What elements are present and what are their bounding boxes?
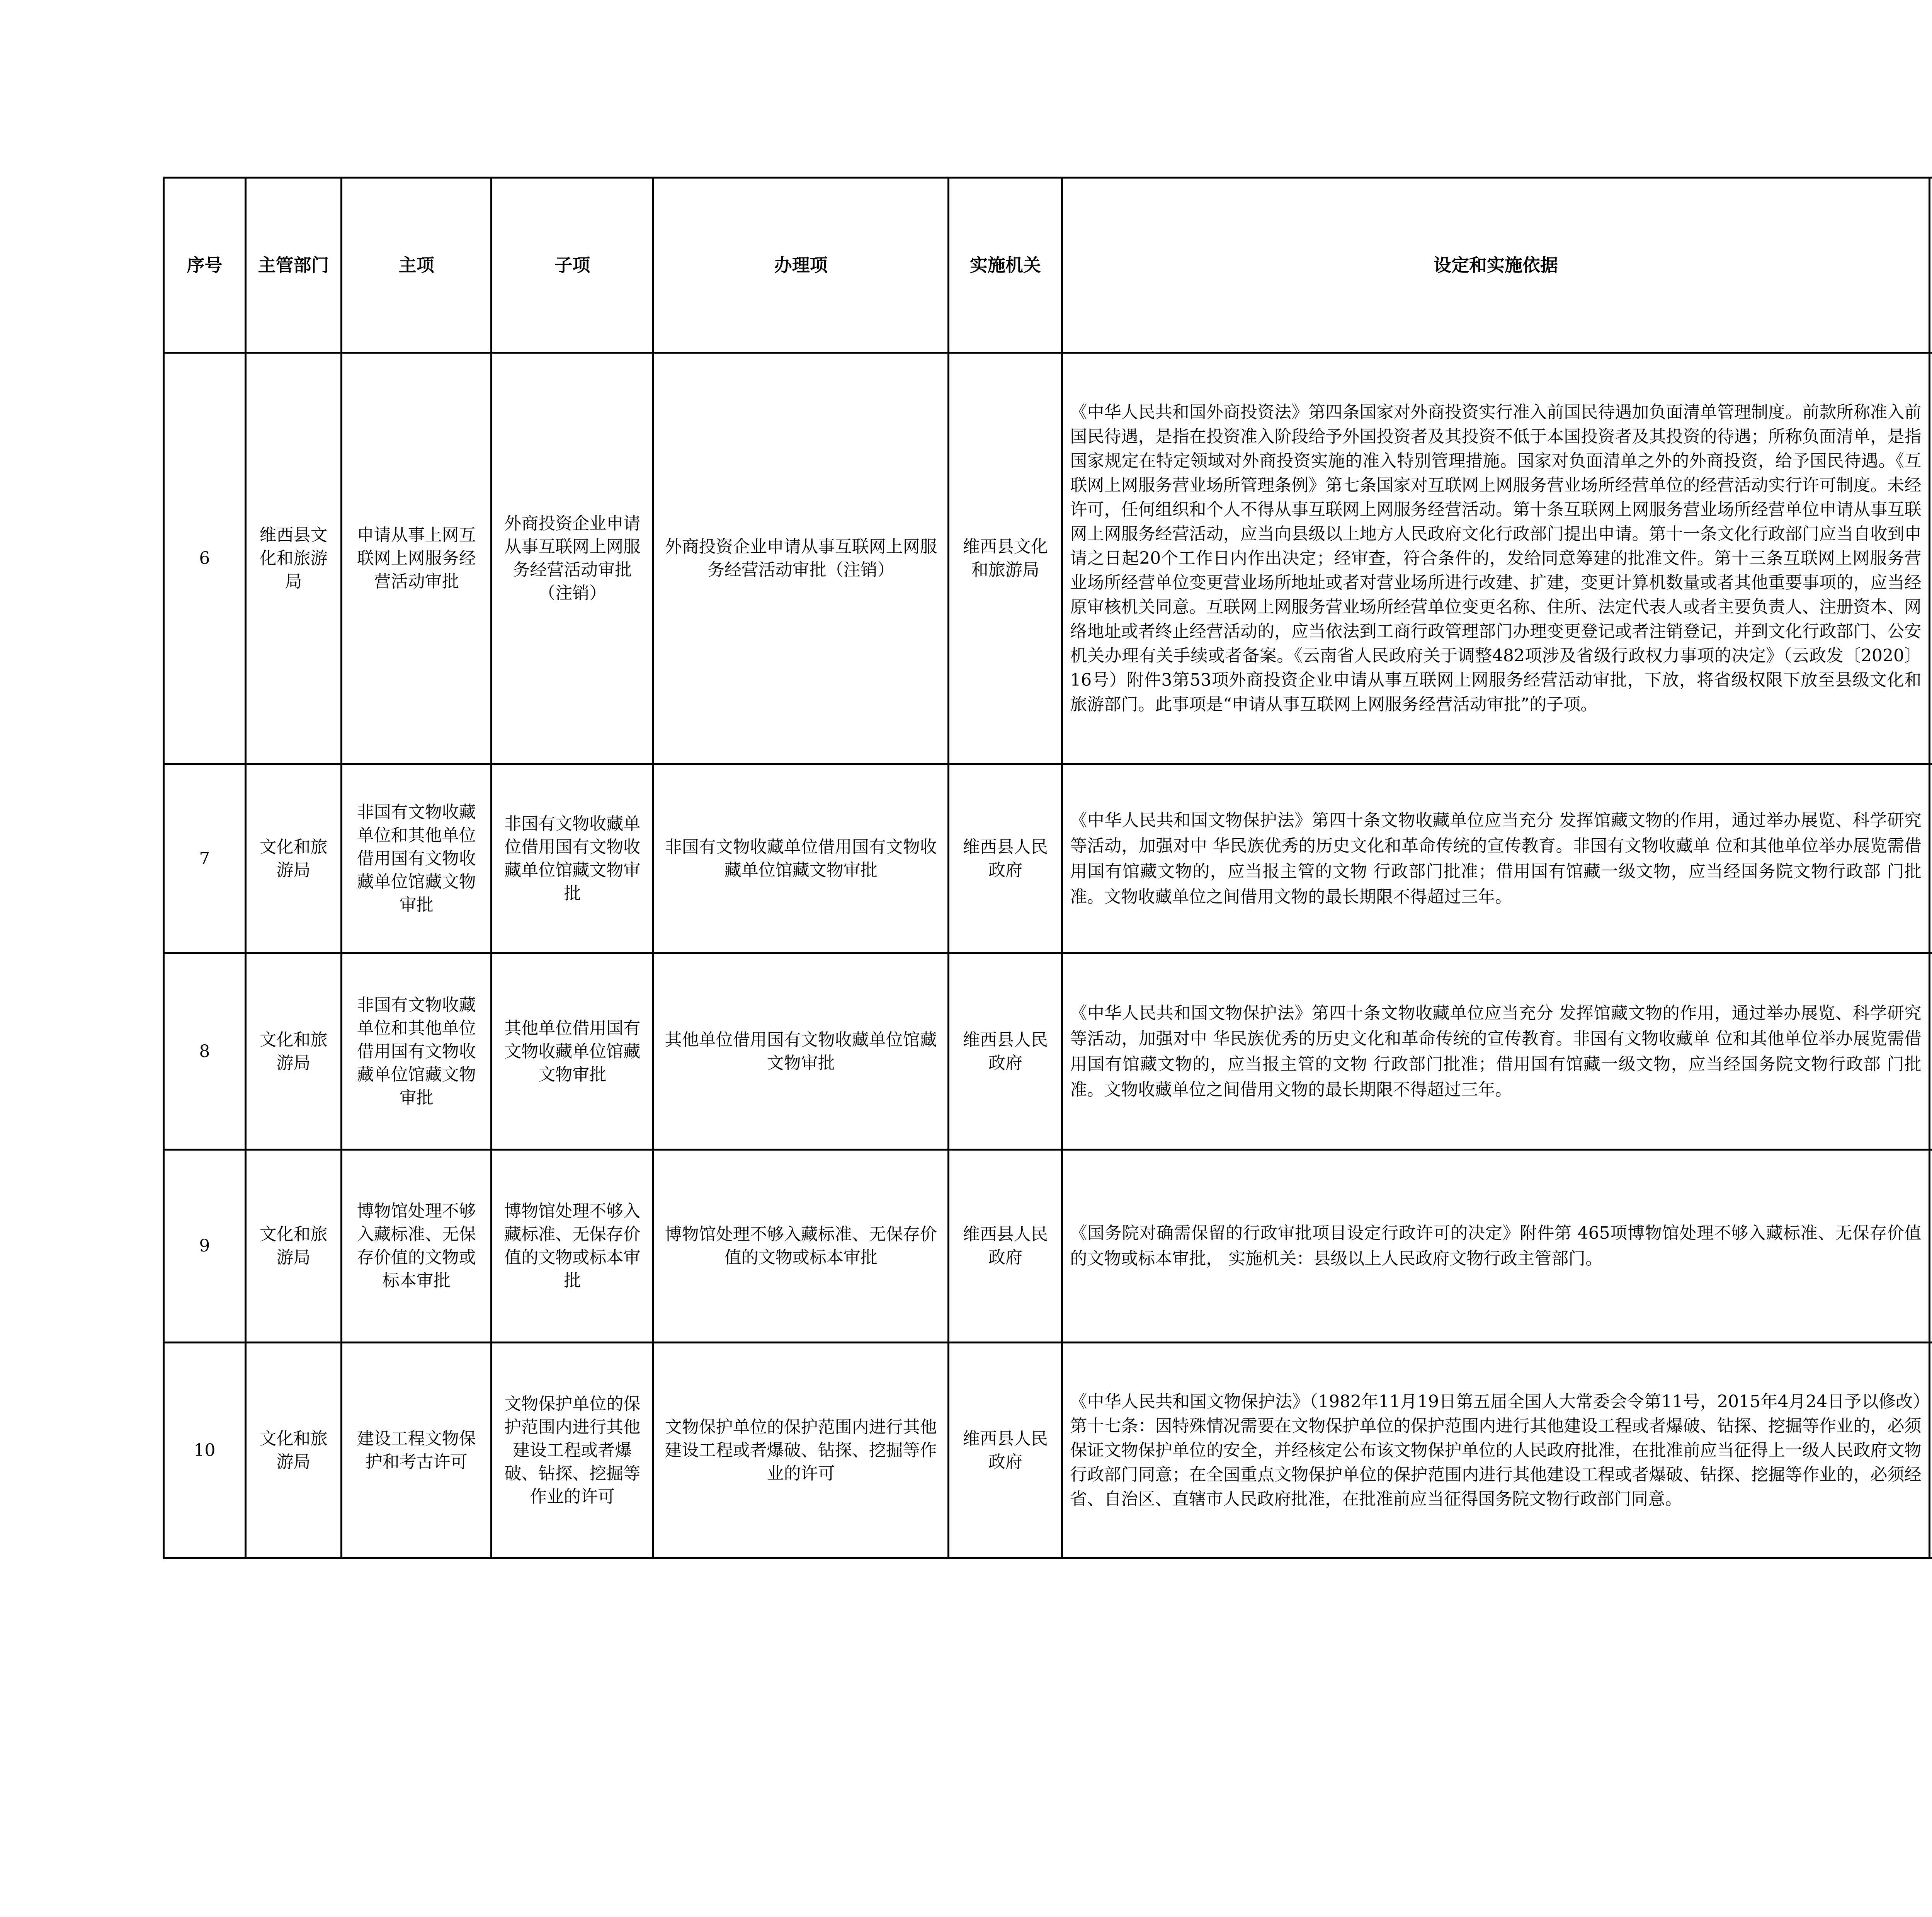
table-row	[164, 1343, 1932, 1558]
cell-sub: 博物馆处理不够入藏标准、无保存价值的文物或标本审批	[492, 1150, 653, 1343]
table-row	[164, 1150, 1932, 1343]
header-involve	[1929, 178, 1932, 353]
cell-dept: 文化和旅游局	[245, 1150, 341, 1343]
cell-involve	[1929, 1343, 1932, 1558]
header-agency: 实施机关	[949, 178, 1062, 353]
table-row	[164, 953, 1932, 1150]
cell-main: 申请从事上网互联网上网服务经营活动审批	[342, 353, 492, 764]
cell-handle: 其他单位借用国有文物收藏单位馆藏文物审批	[653, 953, 949, 1150]
cell-basis: 《国务院对确需保留的行政审批项目设定行政许可的决定》附件第 465项博物馆处理不够入藏标准、无保存价值的文物或标本审批， 实施机关：县级以上人民政府文物行政主管部门。	[1062, 1150, 1929, 1343]
cell-seq: 10	[164, 1343, 246, 1558]
cell-agency: 维西县人民政府	[949, 953, 1062, 1150]
header-row	[164, 178, 1932, 353]
cell-dept: 文化和旅游局	[245, 764, 341, 953]
cell-involve	[1929, 353, 1932, 764]
cell-sub: 文物保护单位的保护范围内进行其他建设工程或者爆破、钻探、挖掘等作业的许可	[492, 1343, 653, 1558]
table-row	[164, 353, 1932, 764]
cell-main: 博物馆处理不够入藏标准、无保存价值的文物或标本审批	[342, 1150, 492, 1343]
cell-handle: 文物保护单位的保护范围内进行其他建设工程或者爆破、钻探、挖掘等作业的许可	[653, 1343, 949, 1558]
cell-seq: 8	[164, 953, 246, 1150]
cell-seq: 9	[164, 1150, 246, 1343]
approval-items-table	[163, 177, 1932, 1559]
cell-basis: 《中华人民共和国外商投资法》第四条国家对外商投资实行准入前国民待遇加负面清单管理制度。前款所称准入前国民待遇，是指在投资准入阶段给予外国投资者及其投资不低于本国投资者及其投资的待遇；所称负面清单，是指国家规定在特定领域对外商投资实施的准入特别管理措施。国家对负面清单之外的外商投资，给予国民待遇。《互联网上网服务营业场所管理条例》第七条国家对互联网上网服务营业场所经营单位的经营活动实行许可制度。未经许可，任何组织和个人不得从事互联网上网服务经营活动。第十条互联网上网服务营业场所经营单位申请从事互联网上网服务经营活动，应当向县级以上地方人民政府文化行政部门提出申请。第十一条文化行政部门应当自收到申请之日起20个工作日内作出决定；经审查，符合条件的，发给同意筹建的批准文件。第十三条互联网上网服务营业场所经营单位变更营业场所地址或者对营业场所进行改建、扩建，变更计算机数量或者其他重要事项的，应当经原审核机关同意。互联网上网服务营业场所经营单位变更名称、住所、法定代表人或者主要负责人、注册资本、网络地址或者终止经营活动的，应当依法到工商行政管理部门办理变更登记或者注销登记，并到文化行政部门、公安机关办理有关手续或者备案。《云南省人民政府关于调整482项涉及省级行政权力事项的决定》（云政发〔2020〕16号）附件3第53项外商投资企业申请从事互联网上网服务经营活动审批，下放，将省级权限下放至县级文化和旅游部门。此事项是“申请从事互联网上网服务经营活动审批”的子项。	[1062, 353, 1929, 764]
cell-agency: 维西县人民政府	[949, 1150, 1062, 1343]
header-seq: 序号	[164, 178, 246, 353]
header-basis: 设定和实施依据	[1062, 178, 1929, 353]
cell-involve	[1929, 764, 1932, 953]
cell-dept: 文化和旅游局	[245, 953, 341, 1150]
cell-dept: 文化和旅游局	[245, 1343, 341, 1558]
cell-handle: 非国有文物收藏单位借用国有文物收藏单位馆藏文物审批	[653, 764, 949, 953]
cell-handle: 博物馆处理不够入藏标准、无保存价值的文物或标本审批	[653, 1150, 949, 1343]
cell-involve	[1929, 953, 1932, 1150]
table-row	[164, 764, 1932, 953]
cell-sub: 外商投资企业申请从事互联网上网服务经营活动审批（注销）	[492, 353, 653, 764]
header-sub: 子项	[492, 178, 653, 353]
cell-basis: 《中华人民共和国文物保护法》第四十条文物收藏单位应当充分 发挥馆藏文物的作用，通过举办展览、科学研究等活动，加强对中 华民族优秀的历史文化和革命传统的宣传教育。非国有文物收藏单 位和其他单位举办展览需借用国有馆藏文物的，应当报主管的文物 行政部门批准；借用国有馆藏一级文物，应当经国务院文物行政部 门批准。文物收藏单位之间借用文物的最长期限不得超过三年。	[1062, 953, 1929, 1150]
header-handle: 办理项	[653, 178, 949, 353]
cell-dept: 维西县文化和旅游局	[245, 353, 341, 764]
cell-sub: 其他单位借用国有文物收藏单位馆藏文物审批	[492, 953, 653, 1150]
cell-handle: 外商投资企业申请从事互联网上网服务经营活动审批（注销）	[653, 353, 949, 764]
header-dept: 主管部门	[245, 178, 341, 353]
cell-agency: 维西县文化和旅游局	[949, 353, 1062, 764]
cell-agency: 维西县人民政府	[949, 1343, 1062, 1558]
cell-seq: 6	[164, 353, 246, 764]
cell-main: 建设工程文物保护和考古许可	[342, 1343, 492, 1558]
header-main: 主项	[342, 178, 492, 353]
cell-agency: 维西县人民政府	[949, 764, 1062, 953]
cell-main: 非国有文物收藏单位和其他单位借用国有文物收藏单位馆藏文物审批	[342, 764, 492, 953]
cell-seq: 7	[164, 764, 246, 953]
cell-main: 非国有文物收藏单位和其他单位借用国有文物收藏单位馆藏文物审批	[342, 953, 492, 1150]
cell-involve	[1929, 1150, 1932, 1343]
cell-basis: 《中华人民共和国文物保护法》（1982年11月19日第五届全国人大常委会令第11号，2015年4月24日予以修改）第十七条：因特殊情况需要在文物保护单位的保护范围内进行其他建设工程或者爆破、钻探、挖掘等作业的，必须保证文物保护单位的安全，并经核定公布该文物保护单位的人民政府批准，在批准前应当征得上一级人民政府文物行政部门同意；在全国重点文物保护单位的保护范围内进行其他建设工程或者爆破、钻探、挖掘等作业的，必须经省、自治区、直辖市人民政府批准，在批准前应当征得国务院文物行政部门同意。	[1062, 1343, 1929, 1558]
cell-sub: 非国有文物收藏单位借用国有文物收藏单位馆藏文物审批	[492, 764, 653, 953]
cell-basis: 《中华人民共和国文物保护法》第四十条文物收藏单位应当充分 发挥馆藏文物的作用，通过举办展览、科学研究等活动，加强对中 华民族优秀的历史文化和革命传统的宣传教育。非国有文物收藏单 位和其他单位举办展览需借用国有馆藏文物的，应当报主管的文物 行政部门批准；借用国有馆藏一级文物，应当经国务院文物行政部 门批准。文物收藏单位之间借用文物的最长期限不得超过三年。	[1062, 764, 1929, 953]
